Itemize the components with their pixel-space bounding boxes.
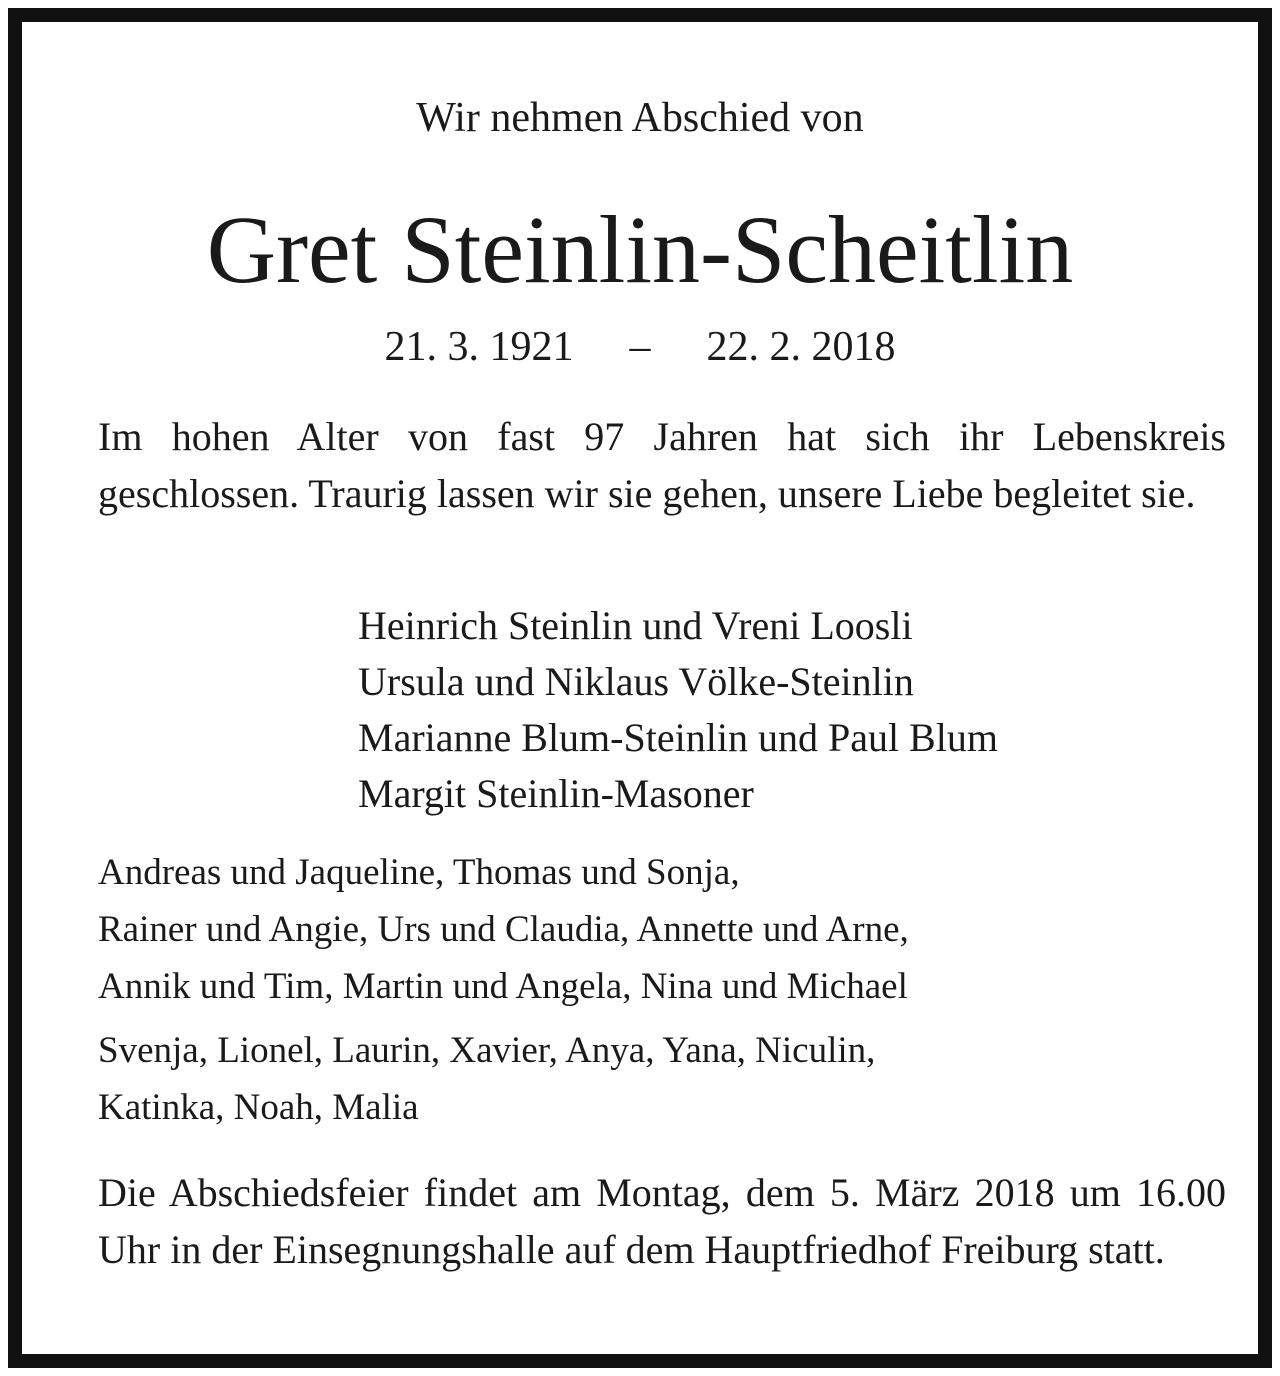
birth-date: 21. 3. 1921 xyxy=(384,324,574,370)
family-member: Ursula und Niklaus Völke-Steinlin xyxy=(358,659,914,704)
family-member: Margit Steinlin-Masoner xyxy=(358,771,754,816)
deceased-name: Gret Steinlin-Scheitlin xyxy=(206,196,1074,303)
grandchildren-line: Andreas und Jaqueline, Thomas und Sonja, xyxy=(98,852,740,893)
great-grandchildren-line: Katinka, Noah, Malia xyxy=(98,1087,419,1128)
family-member: Marianne Blum-Steinlin und Paul Blum xyxy=(358,715,998,760)
life-dates xyxy=(22,320,1258,374)
family-member: Heinrich Steinlin und Vreni Loosli xyxy=(358,603,913,648)
obituary-notice xyxy=(8,8,1272,1368)
great-grandchildren-line: Svenja, Lionel, Laurin, Xavier, Anya, Yana, Niculin, xyxy=(98,1030,876,1071)
grandchildren-list xyxy=(98,844,909,1015)
death-date: 22. 2. 2018 xyxy=(706,324,896,370)
great-grandchildren-list xyxy=(98,1022,875,1136)
intro-text: Im hohen Alter von fast 97 Jahren hat sich ihr Lebenskreis geschlossen. Traurig lassen wir sie gehen, unsere Liebe begleitet sie. xyxy=(98,414,1226,516)
grandchildren-line: Rainer und Angie, Urs und Claudia, Annette und Arne, xyxy=(98,909,909,950)
family-list xyxy=(358,598,998,822)
grandchildren-line: Annik und Tim, Martin und Angela, Nina und Michael xyxy=(98,966,908,1007)
notice-heading: Wir nehmen Abschied von xyxy=(416,95,864,141)
service-text: Die Abschiedsfeier findet am Montag, dem 5. März 2018 um 16.00 Uhr in der Einsegnungshalle auf dem Hauptfriedhof Freiburg statt. xyxy=(98,1170,1226,1272)
date-separator: – xyxy=(629,324,651,370)
